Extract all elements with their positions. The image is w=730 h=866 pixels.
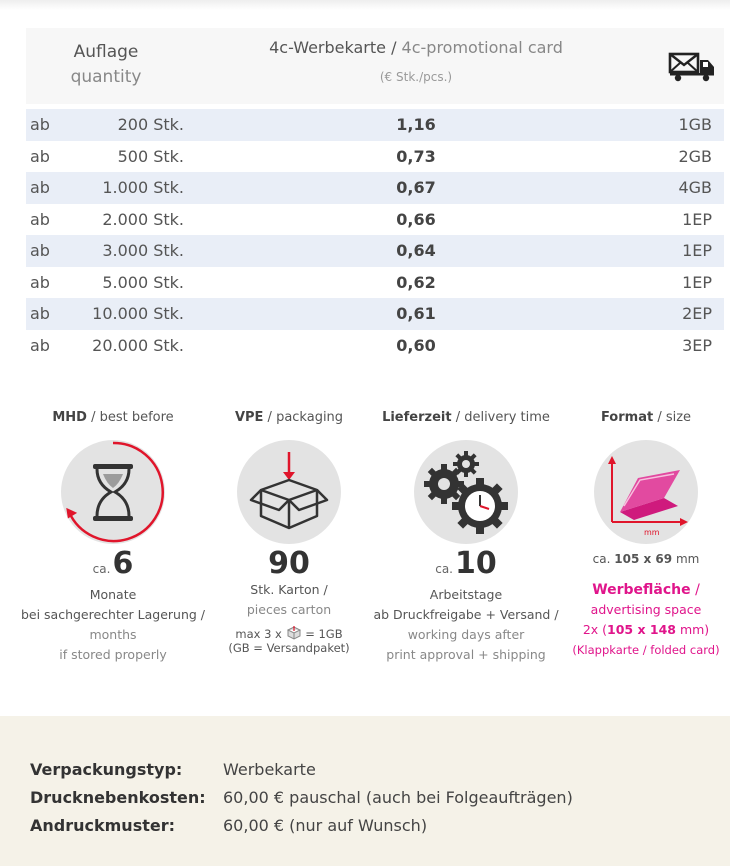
- format-mm-label: mm: [644, 528, 660, 537]
- best-before-line4: if stored properly: [59, 647, 167, 662]
- row-shipping: 1EP: [682, 241, 712, 260]
- format-title: Format / size: [600, 410, 692, 425]
- delivery-line1: Arbeitstage: [429, 587, 503, 602]
- spec-label: Verpackungstyp:: [30, 760, 183, 779]
- packaging-note: max 3 x = 1GB (GB = Versandpaket): [228, 627, 350, 655]
- row-price: 0,62: [396, 272, 436, 292]
- folded-card-icon: [594, 440, 698, 544]
- row-price: 0,66: [396, 209, 436, 229]
- top-shadow: [0, 0, 730, 10]
- quantity-sublabel: quantity: [70, 67, 142, 87]
- table-row: [26, 267, 724, 299]
- price-table: [26, 109, 724, 361]
- row-prefix: ab: [30, 146, 50, 166]
- row-quantity: 3.000 Stk.: [102, 241, 184, 260]
- ad-space-title: Werbefläche /: [592, 582, 700, 598]
- delivery-circle: [414, 440, 518, 544]
- table-row: [26, 172, 724, 204]
- packaging-number: 90: [268, 546, 310, 581]
- spec-value: 60,00 € (nur auf Wunsch): [223, 816, 428, 835]
- row-quantity: 500 Stk.: [117, 146, 184, 166]
- table-row: [26, 109, 724, 141]
- table-row: [26, 204, 724, 236]
- delivery-line2: ab Druckfreigabe + Versand /: [373, 607, 559, 622]
- small-box-icon: [286, 626, 302, 640]
- table-header: [26, 28, 724, 104]
- spec-value: 60,00 € pauschal (auch bei Folgeaufträgen): [223, 788, 573, 807]
- row-shipping: 1EP: [682, 272, 712, 292]
- row-price: 0,64: [396, 241, 436, 260]
- quantity-label: Auflage: [73, 42, 139, 62]
- hourglass-icon: [61, 440, 165, 544]
- row-price: 1,16: [396, 115, 436, 134]
- row-prefix: ab: [30, 335, 50, 355]
- truck-mail-icon: [668, 50, 716, 82]
- ad-space-size: 2x (105 x 148 mm): [582, 622, 710, 637]
- spec-value: Werbekarte: [223, 760, 316, 779]
- row-prefix: ab: [30, 115, 50, 134]
- row-shipping: 2GB: [678, 146, 712, 166]
- row-shipping: 1EP: [682, 209, 712, 229]
- table-row: [26, 235, 724, 267]
- row-shipping: 4GB: [678, 178, 712, 197]
- row-prefix: ab: [30, 178, 50, 197]
- info-format: [556, 410, 730, 660]
- card-header: [216, 38, 616, 57]
- best-before-line1: Monate: [89, 587, 137, 602]
- row-prefix: ab: [30, 209, 50, 229]
- best-before-circle: [61, 440, 165, 544]
- row-shipping: 3EP: [682, 335, 712, 355]
- box-icon: [237, 440, 341, 544]
- card-separator: /: [385, 38, 402, 57]
- row-quantity: 5.000 Stk.: [102, 272, 184, 292]
- table-row: [26, 141, 724, 173]
- ad-space-en: advertising space: [590, 602, 702, 617]
- unit-label: (€ Stk./pcs.): [379, 70, 453, 84]
- row-quantity: 10.000 Stk.: [92, 304, 184, 323]
- row-shipping: 2EP: [682, 304, 712, 323]
- delivery-title: Lieferzeit / delivery time: [382, 410, 550, 425]
- format-size: ca. 105 x 69 mm: [592, 552, 700, 566]
- row-price: 0,60: [396, 335, 436, 355]
- row-quantity: 20.000 Stk.: [92, 335, 184, 355]
- row-price: 0,67: [396, 178, 436, 197]
- packaging-title: VPE / packaging: [234, 410, 344, 425]
- row-price: 0,73: [396, 146, 436, 166]
- row-quantity: 200 Stk.: [117, 115, 184, 134]
- packaging-line1: Stk. Karton /: [250, 582, 328, 597]
- best-before-line2: bei sachgerechter Lagerung /: [20, 607, 206, 622]
- info-delivery-time: [373, 410, 559, 665]
- gears-clock-icon: [414, 440, 518, 544]
- info-packaging: [199, 410, 379, 655]
- table-row: [26, 298, 724, 330]
- delivery-number: ca.10: [435, 546, 497, 581]
- best-before-line3: months: [89, 627, 137, 642]
- card-label-en: 4c-promotional card: [401, 38, 563, 57]
- spec-label: Drucknebenkosten:: [30, 788, 206, 807]
- best-before-title: MHD / best before: [52, 410, 174, 425]
- quantity-header: [66, 40, 146, 90]
- row-prefix: ab: [30, 304, 50, 323]
- delivery-line3: working days after: [407, 627, 525, 642]
- table-row: [26, 330, 724, 362]
- best-before-number: ca.6: [92, 546, 134, 581]
- packaging-line2: pieces carton: [246, 602, 332, 617]
- row-quantity: 1.000 Stk.: [102, 178, 184, 197]
- ad-space-fold: (Klappkarte / folded card): [572, 643, 720, 657]
- packaging-circle: [237, 440, 341, 544]
- row-quantity: 2.000 Stk.: [102, 209, 184, 229]
- specs-panel: [0, 716, 730, 866]
- row-prefix: ab: [30, 241, 50, 260]
- card-label-de: 4c-Werbekarte: [269, 38, 386, 57]
- spec-label: Andruckmuster:: [30, 816, 176, 835]
- row-shipping: 1GB: [678, 115, 712, 134]
- row-prefix: ab: [30, 272, 50, 292]
- format-circle: [594, 440, 698, 544]
- row-price: 0,61: [396, 304, 436, 323]
- info-best-before: [20, 410, 206, 665]
- delivery-line4: print approval + shipping: [386, 647, 546, 662]
